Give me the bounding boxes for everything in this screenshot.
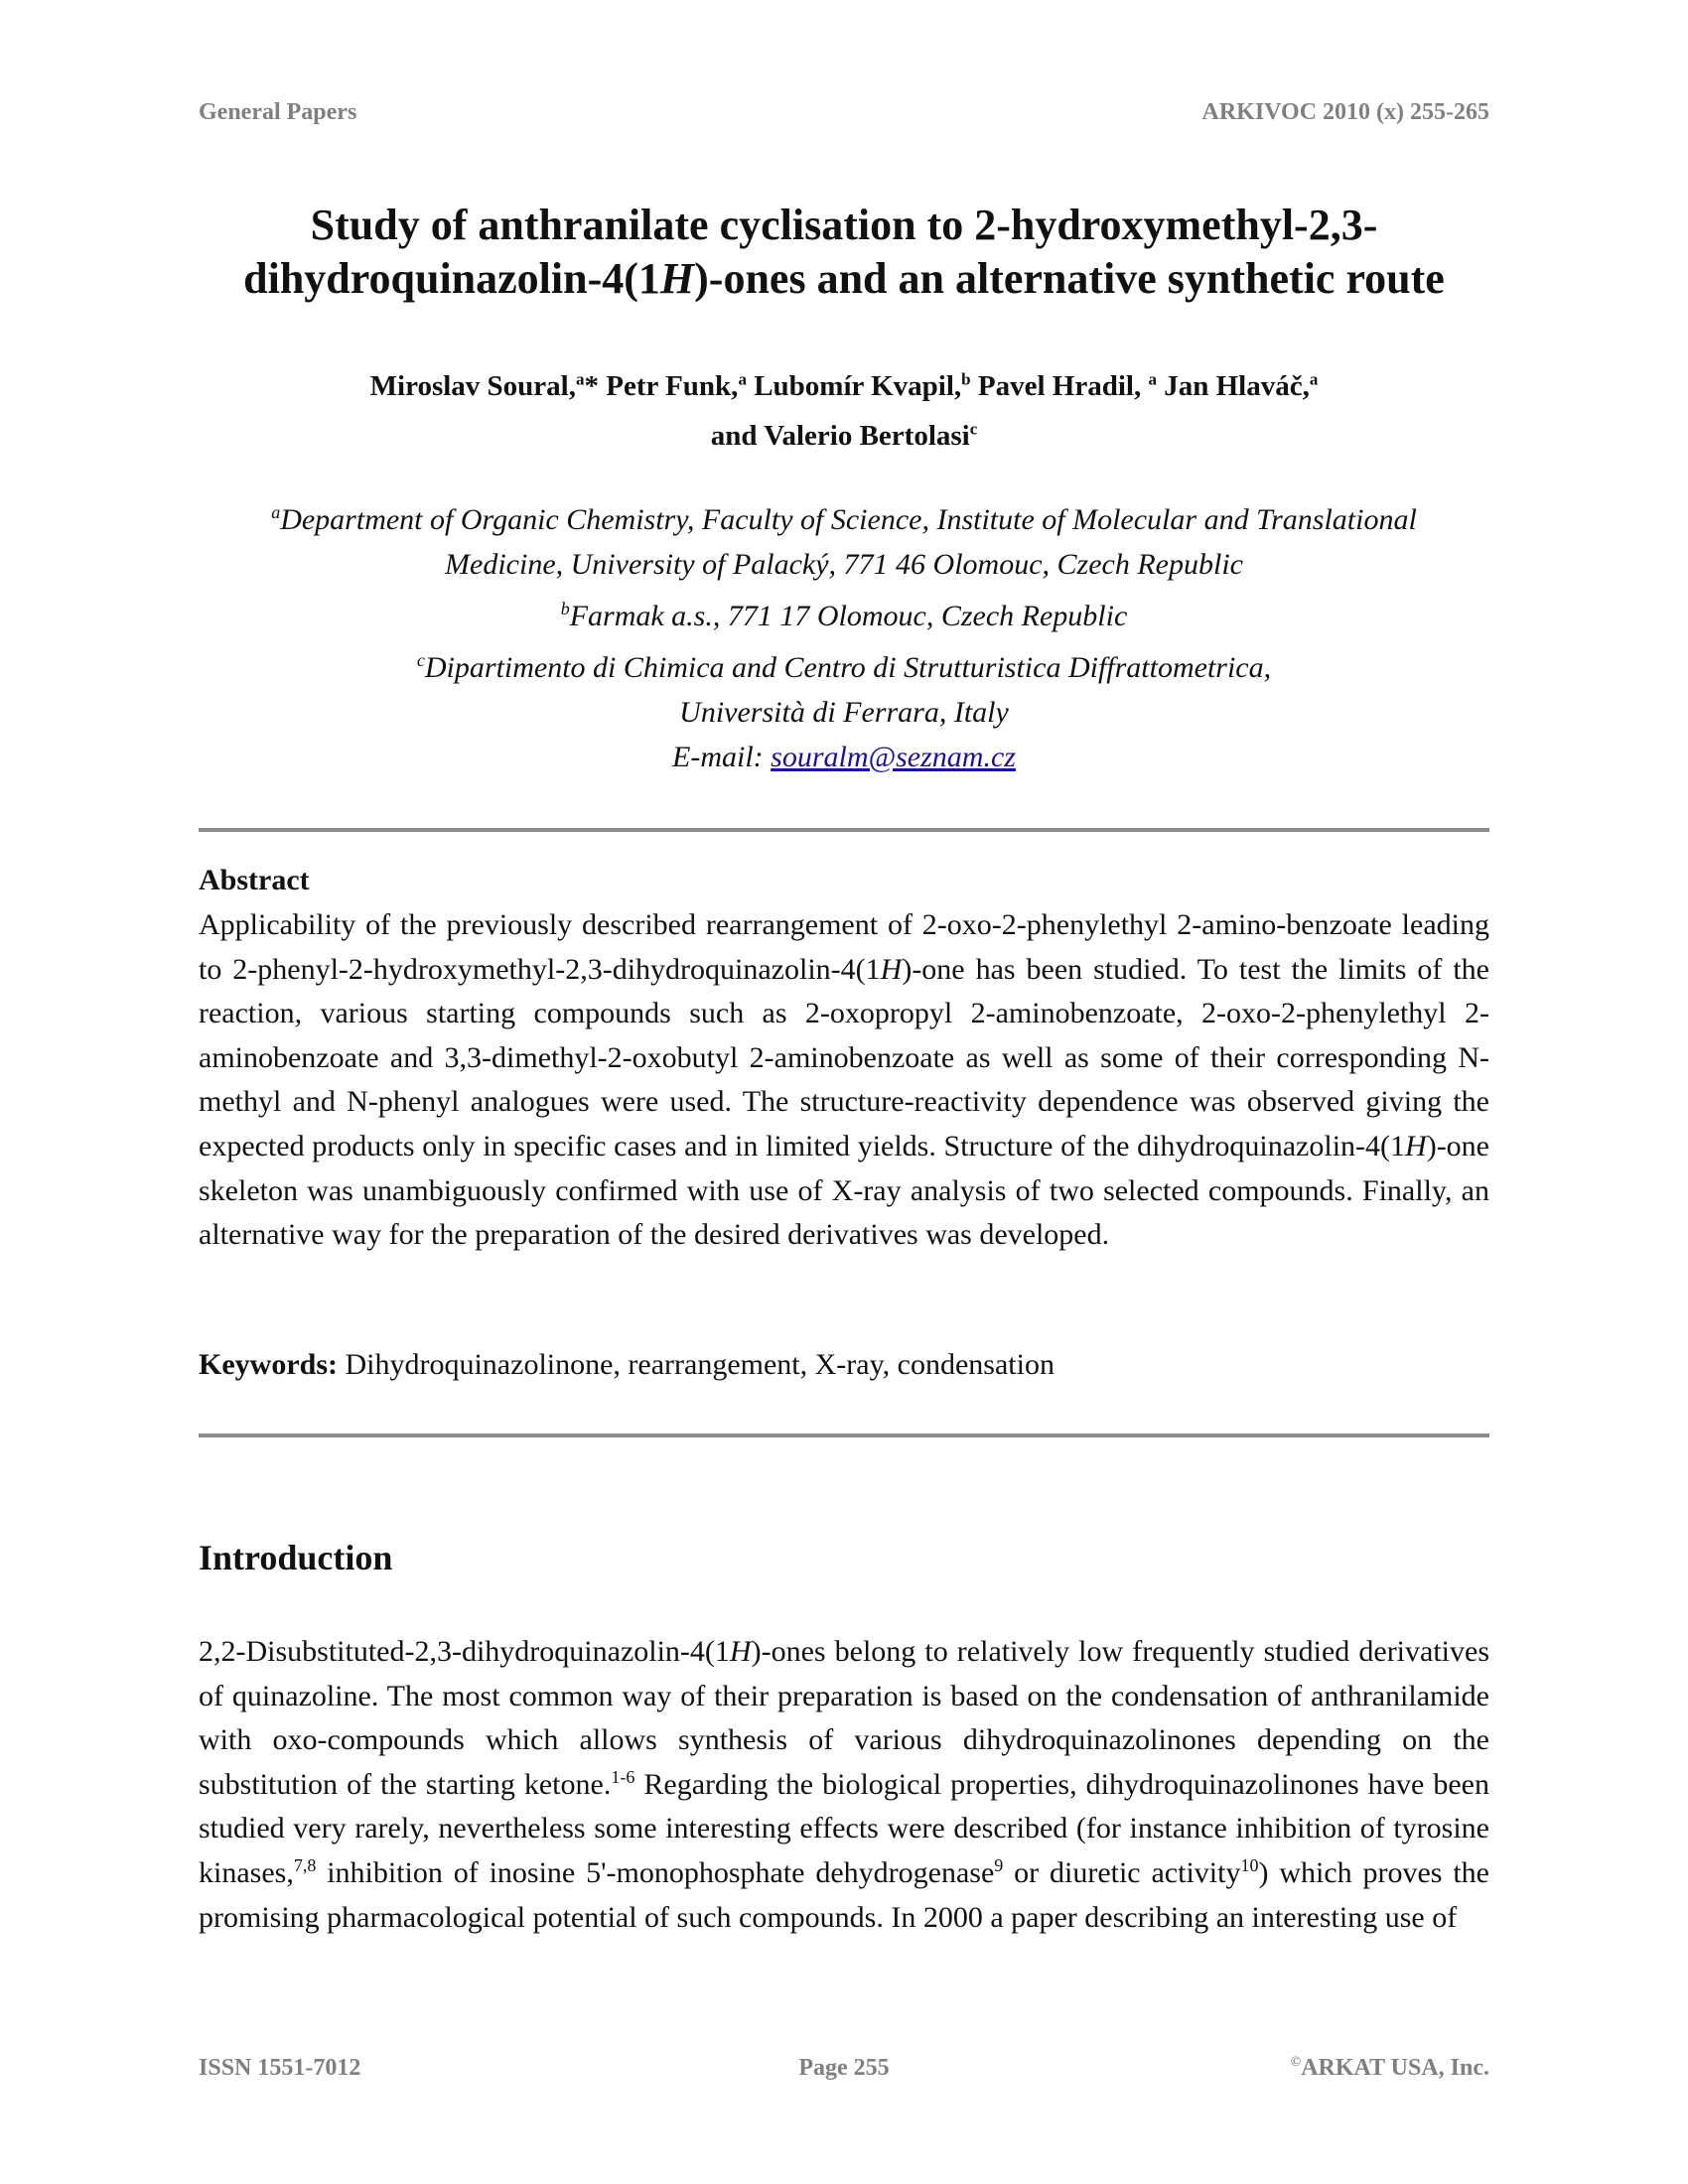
affiliation-b: $^b$Farmak a.s., 771 17 Olomouc, Czech Republic: [560, 599, 1128, 632]
citation-ref: 1-6: [611, 1766, 635, 1787]
introduction-heading: Introduction: [199, 1538, 393, 1577]
email-link[interactable]: souralm@seznam.cz: [771, 741, 1016, 773]
affiliation-c-cont: Università di Ferrara, Italy: [679, 696, 1009, 729]
keywords: [199, 1348, 1055, 1382]
keywords-label: Keywords:: [199, 1348, 338, 1381]
citation-ref: 7,8: [293, 1854, 317, 1875]
citation-ref: 10: [1240, 1854, 1259, 1875]
author-list: [149, 357, 1539, 458]
author: Jan Hlaváč,$^a$: [1164, 369, 1319, 402]
divider-bottom: [199, 1433, 1489, 1437]
author: and Valerio Bertolasi$^c$: [710, 419, 978, 453]
title-line-1: Study of anthranilate cyclisation to 2-hydroxymethyl-2,3-: [310, 201, 1378, 249]
affiliations: [149, 490, 1539, 779]
affiliation-a-cont: Medicine, University of Palacký, 771 46 Olomouc, Czech Republic: [445, 548, 1243, 581]
divider-top: [199, 828, 1489, 832]
abstract-text: Applicability of the previously described rearrangement of 2-oxo-2-phenylethyl 2-amino-benzoate leading to 2-phenyl-2-hydroxymethyl-2,3-dihydroquinazolin-4(1H)-one has been studied. To test the limits of the reaction, various starting compounds such as 2-oxopropyl 2-aminobenzoate, 2-oxo-2-phenylethyl 2-aminobenzoate and 3,3-dimethyl-2-oxobutyl 2-aminobenzoate as well as some of their corresponding N-methyl and N-phenyl analogues were used. The structure-reactivity dependence was observed giving the expected products only in specific cases and in limited yields. Structure of the dihydroquinazolin-4(1H)-one skeleton was unambiguously confirmed with use of X-ray analysis of two selected compounds. Finally, an alternative way for the preparation of the desired derivatives was developed.: [199, 908, 1489, 1252]
title-line-2: dihydroquinazolin-4(1H)-ones and an alternative synthetic route: [243, 254, 1445, 303]
keywords-text: Dihydroquinazolinone, rearrangement, X-ray, condensation: [337, 1348, 1055, 1381]
footer-page-number: Page 255: [798, 2055, 890, 2081]
author: Miroslav Soural,$^a$*: [369, 369, 607, 402]
abstract-heading: Abstract: [199, 864, 310, 896]
affiliation-a: $^a$Department of Organic Chemistry, Faculty of Science, Institute of Molecular and Translational: [271, 502, 1417, 536]
footer-issn: ISSN 1551-7012: [199, 2055, 361, 2081]
author: Petr Funk,$^a$: [606, 369, 747, 402]
affiliation-c: $^c$Dipartimento di Chimica and Centro di Strutturistica Diffrattometrica,: [416, 650, 1272, 684]
footer-publisher: ©ARKAT USA, Inc.: [1290, 2055, 1489, 2081]
paper-title: [149, 199, 1539, 306]
author: Pavel Hradil, $^a$: [977, 369, 1157, 402]
contact-email: E-mail: souralm@seznam.cz: [672, 741, 1016, 773]
citation-ref: 9: [994, 1854, 1004, 1875]
introduction-text: 2,2-Disubstituted-2,3-dihydroquinazolin-4(1H)-ones belong to relatively low frequently studied derivatives of quinazoline. The most common way of their preparation is based on the condensation of anthranilamide with oxo-compounds which allows synthesis of various dihydroquinazolinones depending on the substitution of the starting ketone.$^{1-6}$ Regarding the biological properties, dihydroquinazolinones have been studied very rarely, nevertheless some interesting effects were described (for instance inhibition of tyrosine kinases,$^{7,8}$ inhibition of inosine 5'-monophosphate dehydrogenase$^9$ or diuretic activity$^{10}$) which proves the promising pharmacological potential of such compounds. In 2000 a paper describing an interesting use of: [199, 1635, 1490, 1934]
running-header-journal: ARKIVOC 2010 (x) 255-265: [1201, 99, 1489, 125]
running-header-section: General Papers: [199, 99, 357, 125]
author: Lubomír Kvapil,$^b$: [754, 369, 971, 402]
